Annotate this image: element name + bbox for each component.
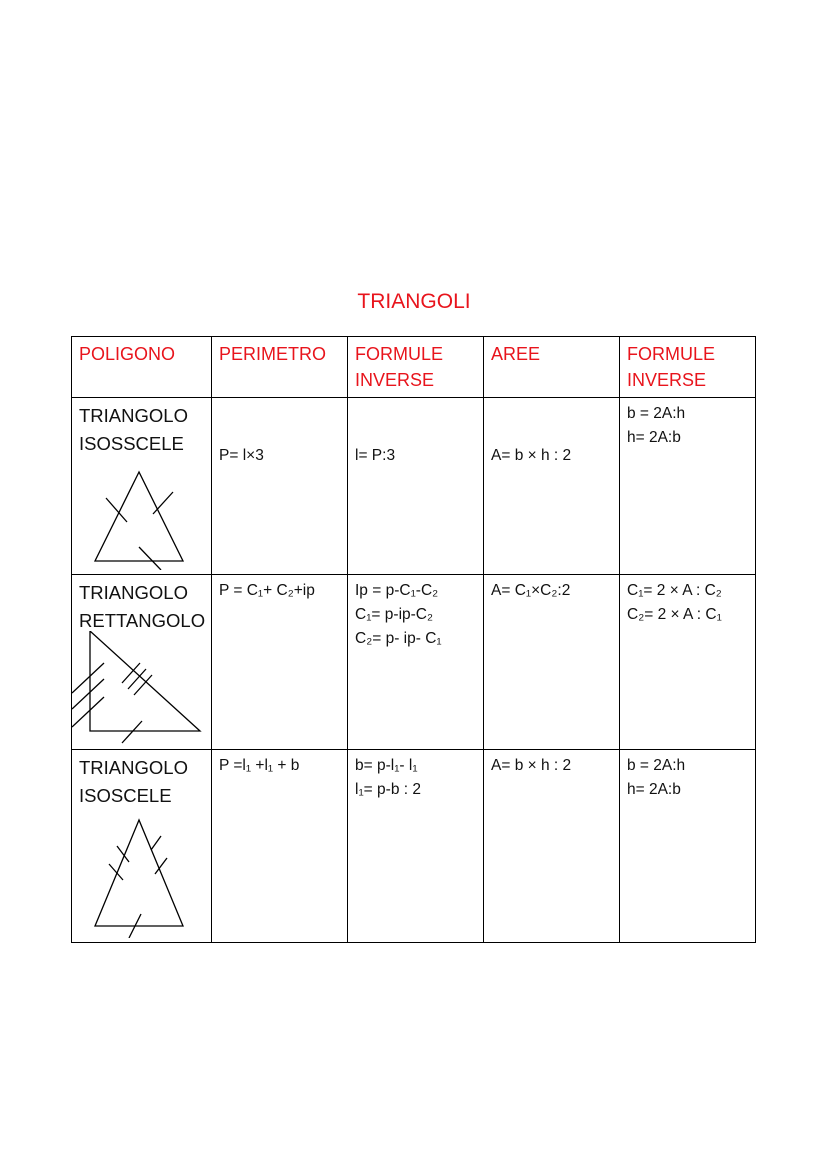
header-perimetro: PERIMETRO bbox=[212, 337, 348, 398]
inverse-formula: C₂= 2 × A : C₁ bbox=[627, 606, 722, 623]
polygon-name: ISOSSCELE bbox=[79, 433, 184, 454]
page-title: TRIANGOLI bbox=[357, 290, 471, 313]
inverse-formula: C₁= p-ip-C₂ bbox=[355, 606, 433, 623]
formula-table bbox=[71, 336, 756, 943]
polygon-name: TRIANGOLO bbox=[79, 757, 188, 778]
poligono-cell bbox=[72, 750, 212, 943]
inverse-formula: b= p-l₁- l₁ bbox=[355, 757, 418, 774]
inverse-perimetro-cell bbox=[348, 398, 484, 575]
table-row bbox=[72, 398, 756, 575]
area-cell bbox=[484, 575, 620, 750]
area-cell bbox=[484, 398, 620, 575]
perimetro-formula: P = C₁+ C₂+ip bbox=[219, 582, 315, 599]
header-formule-inverse-perimetro: FORMULE INVERSE bbox=[348, 337, 484, 398]
poligono-cell bbox=[72, 398, 212, 575]
polygon-name: TRIANGOLO bbox=[79, 582, 188, 603]
perimetro-formula: P= l×3 bbox=[219, 447, 264, 464]
perimetro-cell bbox=[212, 398, 348, 575]
area-cell bbox=[484, 750, 620, 943]
inverse-formula: h= 2A:b bbox=[627, 429, 681, 446]
header-aree: AREE bbox=[484, 337, 620, 398]
isosceles-triangle-icon bbox=[79, 814, 203, 938]
table-row bbox=[72, 750, 756, 943]
polygon-name: RETTANGOLO bbox=[79, 610, 206, 631]
inverse-formula: l₁= p-b : 2 bbox=[355, 781, 421, 798]
area-formula: A= b × h : 2 bbox=[491, 447, 572, 464]
inverse-area-cell bbox=[620, 750, 756, 943]
inverse-perimetro-cell bbox=[348, 575, 484, 750]
inverse-formula: C₂= p- ip- C₁ bbox=[355, 630, 442, 647]
inverse-area-cell bbox=[620, 398, 756, 575]
table-header-row bbox=[72, 337, 756, 398]
inverse-formula: C₁= 2 × A : C₂ bbox=[627, 582, 722, 599]
perimetro-cell bbox=[212, 575, 348, 750]
perimetro-cell bbox=[212, 750, 348, 943]
polygon-name: ISOSCELE bbox=[79, 785, 172, 806]
right-triangle-icon bbox=[72, 631, 204, 745]
inverse-formula: b = 2A:h bbox=[627, 405, 686, 422]
inverse-area-cell bbox=[620, 575, 756, 750]
inverse-formula: l= P:3 bbox=[355, 447, 396, 464]
inverse-perimetro-cell bbox=[348, 750, 484, 943]
inverse-formula: b = 2A:h bbox=[627, 757, 686, 774]
equilateral-triangle-icon bbox=[79, 462, 203, 570]
header-poligono: POLIGONO bbox=[72, 337, 212, 398]
polygon-name: TRIANGOLO bbox=[79, 405, 188, 426]
perimetro-formula: P =l₁ +l₁ + b bbox=[219, 757, 300, 774]
area-formula: A= C₁×C₂:2 bbox=[491, 582, 571, 599]
poligono-cell bbox=[72, 575, 212, 750]
inverse-formula: Ip = p-C₁-C₂ bbox=[355, 582, 439, 599]
header-formule-inverse-aree: FORMULE INVERSE bbox=[620, 337, 756, 398]
area-formula: A= b × h : 2 bbox=[491, 757, 572, 774]
table-row bbox=[72, 575, 756, 750]
inverse-formula: h= 2A:b bbox=[627, 781, 681, 798]
